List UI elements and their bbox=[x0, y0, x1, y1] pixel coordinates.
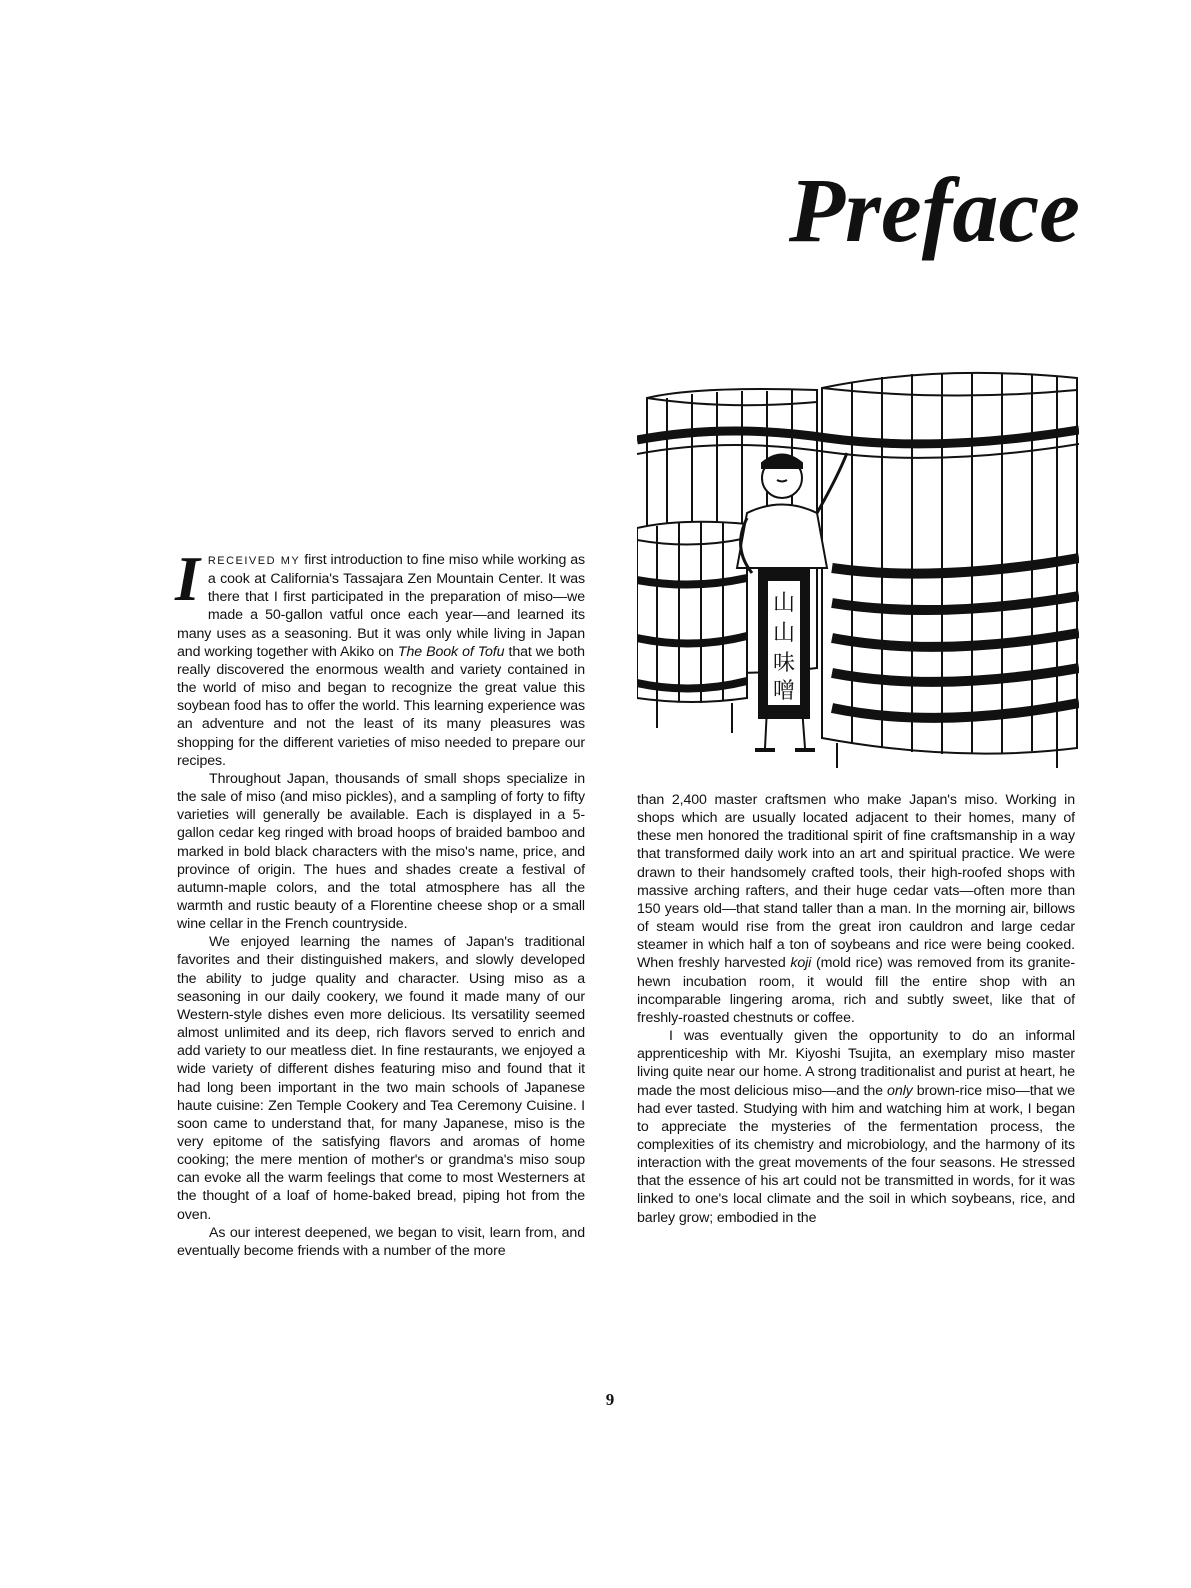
paragraph bbox=[637, 791, 1075, 1027]
paragraph: Throughout Japan, thousands of small shops specialize in the sale of miso (and miso pickles), and a sampling of forty to fifty varieties will generally be available. Each is displayed in a 5-gallon cedar keg ringed with broad hoops of braided bamboo and marked in bold black characters with the miso's name, price, and province of origin. The hues and shades create a festival of autumn-maple colors, and the total atmosphere has all the warmth and rustic beauty of a Florentine cheese shop or a small wine cellar in the French countryside. bbox=[177, 770, 585, 933]
paragraph-text: than 2,400 master craftsmen who make Japan's miso. Working in shops which are usually located adjacent to their homes, many of these men honored the traditional spirit of fine craftsmanship in a way that transformed daily work into an art and spiritual practice. We were drawn to their handsomely crafted tools, their high-roofed shops with massive arching rafters, and their huge cedar vats—often more than 150 years old—that stand taller than a man. In the morning air, billows of steam would rise from the great iron cauldron and large cedar steamer in which half a ton of soybeans and rice were being cooked. When freshly harvested bbox=[637, 792, 1075, 972]
paragraph-text: first introduction to fine miso while working as a cook at California's Tassajara Zen Mountain Center. It was there that I first participated in the preparation of miso—we made a 50-gallon vatful once each year—and learned its many uses as a seasoning. But it was only while living in Japan and working together with Akiko on bbox=[177, 552, 586, 660]
paragraph-text: brown-rice miso—that we had ever tasted. Studying with him and watching him at work, I began to appreciate the mysteries of the fermentation process, the complexities of its chemistry and microbiology, and the harmony of its interaction with the great movements of the four seasons. He stressed that the essence of his art could not be transmitted in words, for it was linked to one's local climate and the soil in which soybeans, rice, and barley grow; embodied in the bbox=[637, 1082, 1075, 1226]
apron-character: 味 bbox=[772, 651, 796, 676]
book-title: The Book of Tofu bbox=[397, 643, 505, 660]
left-column bbox=[175, 543, 586, 1260]
drop-cap: I bbox=[175, 543, 200, 614]
paragraph-text: I was eventually given the opportunity to do an informal apprenticeship with Mr. Kiyoshi Tsujita, an exemplary miso master living quite near our home. A strong traditionalist and purist at heart, he made the most delicious miso—and the bbox=[637, 1028, 1075, 1099]
paragraph: We enjoyed learning the names of Japan's traditional favorites and their distinguished makers, and slowly developed the ability to judge quality and character. Using miso as a seasoning in our daily cookery, we found it made many of our Western-style dishes even more delicious. Its versatility seemed almost unlimited and its deep, rich flavors served to enrich and add variety to our meatless diet. In fine restaurants, we enjoyed a wide variety of different dishes featuring miso and found that it had long been important in the two main schools of Japanese haute cuisine: Zen Temple Cookery and Tea Ceremony Cuisine. I soon came to understand that, for many Japanese, miso is the very epitome of the satisfying flavors and aromas of home cooking; the mere mention of mother's or grandma's miso soup can evoke all the warm feelings that come to most Westerners at the thought of a loaf of home-baked bread, piping hot from the oven. bbox=[177, 934, 585, 1223]
right-column bbox=[637, 791, 1075, 1227]
page-number: 9 bbox=[605, 1390, 615, 1409]
italic-term: only bbox=[887, 1082, 913, 1099]
paragraph bbox=[175, 543, 586, 770]
italic-term: koji bbox=[790, 955, 812, 972]
paragraph bbox=[637, 1027, 1075, 1227]
paragraph-text: that we both really discovered the enormous wealth and variety contained in the world of miso and began to recognize the great value this soybean food has to offer the world. This learning experience was an adventure and not the least of its many pleasures was shopping for the different varieties of miso needed to prepare our recipes. bbox=[177, 643, 585, 769]
opening-small-caps: RECEIVED MY bbox=[207, 555, 301, 567]
apron-character: 噌 bbox=[772, 679, 796, 704]
page-title: Preface bbox=[788, 159, 1080, 261]
apron-character: 山 bbox=[772, 591, 796, 616]
miso-master-illustration bbox=[637, 368, 1079, 776]
apron-character: 山 bbox=[772, 621, 796, 646]
paragraph-text: (mold rice) was removed from its granite-hewn incubation room, it would fill the entire shop with an incomparable lingering aroma, rich and subtly sweet, like that of freshly-roasted chestnuts or coffee. bbox=[637, 955, 1075, 1026]
paragraph: As our interest deepened, we began to visit, learn from, and eventually become friends with a number of the more bbox=[177, 1224, 585, 1259]
